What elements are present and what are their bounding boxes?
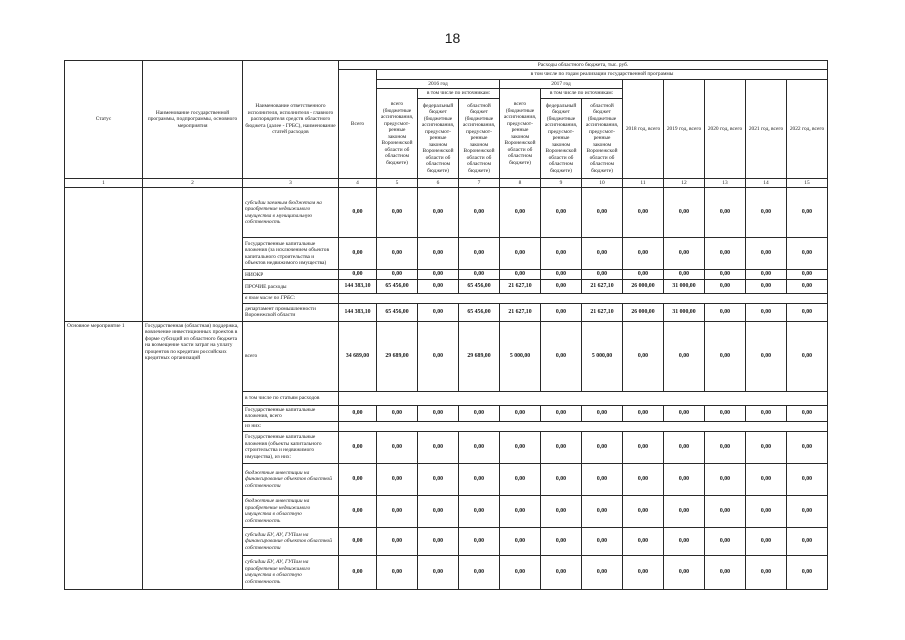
value-cell: 34 689,00 [339, 321, 377, 391]
value-cell: 0,00 [541, 405, 582, 421]
value-cell: 31 000,00 [664, 303, 705, 321]
value-cell: 0,00 [459, 555, 500, 589]
value-cell: 0,00 [500, 270, 541, 280]
value-cell: 0,00 [541, 431, 582, 463]
header-year-2022: 2022 год, всего [787, 79, 828, 178]
value-cell: 0,00 [500, 495, 541, 527]
col-number: 14 [746, 178, 787, 187]
col-number: 15 [787, 178, 828, 187]
value-cell: 0,00 [623, 495, 664, 527]
value-cell: 0,00 [705, 527, 746, 555]
value-cell: 31 000,00 [664, 280, 705, 294]
value-cell: 0,00 [418, 321, 459, 391]
value-cell: 0,00 [623, 270, 664, 280]
value-cell: 0,00 [746, 303, 787, 321]
value-cell: 0,00 [541, 555, 582, 589]
value-cell: 0,00 [705, 431, 746, 463]
value-cell: 0,00 [664, 527, 705, 555]
value-cell: 0,00 [787, 431, 828, 463]
page-number: 18 [444, 30, 461, 46]
value-cell: 0,00 [664, 238, 705, 270]
value-cell: 0,00 [500, 238, 541, 270]
row-label: субсидии БУ, АУ, ГУПам на приобретение недвижимого имущества в областную собственность [243, 555, 339, 589]
value-cell: 0,00 [418, 431, 459, 463]
row-label: в том числе по статьям расходов [243, 391, 339, 405]
value-cell: 0,00 [705, 321, 746, 391]
value-cell: 0,00 [746, 527, 787, 555]
value-cell: 0,00 [377, 555, 418, 589]
budget-table [64, 60, 828, 590]
value-cell: 0,00 [623, 527, 664, 555]
value-cell: 0,00 [500, 555, 541, 589]
value-cell: 21 627,10 [500, 303, 541, 321]
value-cell: 0,00 [705, 303, 746, 321]
value-cell: 144 383,10 [339, 280, 377, 294]
value-cell: 0,00 [500, 405, 541, 421]
value-cell: 0,00 [623, 555, 664, 589]
row-label: из них: [243, 421, 339, 431]
measure-status: Основное мероприятие 1 [65, 321, 143, 589]
value-cell: 0,00 [339, 405, 377, 421]
status-cell-empty [65, 188, 143, 321]
value-cell: 0,00 [541, 495, 582, 527]
col-number: 3 [243, 178, 339, 187]
header-2017-regional: областной бюджет (бюджетные ассигнования, предусмот-ренные законом Воронежской области об областном бюджете) [582, 98, 623, 178]
value-cell: 0,00 [377, 495, 418, 527]
value-cell: 0,00 [339, 555, 377, 589]
value-cell: 0,00 [459, 238, 500, 270]
value-cell: 21 627,10 [582, 303, 623, 321]
value-cell: 65 456,00 [377, 303, 418, 321]
col-number: 2 [143, 178, 243, 187]
value-cell: 0,00 [705, 405, 746, 421]
value-cell: 0,00 [459, 527, 500, 555]
value-cell: 0,00 [787, 555, 828, 589]
value-cell: 0,00 [582, 238, 623, 270]
value-cell: 0,00 [664, 555, 705, 589]
value-cell: 0,00 [377, 270, 418, 280]
header-2017-including: в том числе по источникам: [541, 89, 623, 98]
value-cell: 0,00 [705, 238, 746, 270]
value-cell: 0,00 [746, 280, 787, 294]
value-cell: 0,00 [705, 555, 746, 589]
value-cell: 0,00 [664, 270, 705, 280]
value-cell: 0,00 [705, 188, 746, 238]
value-cell: 0,00 [787, 188, 828, 238]
value-cell: 0,00 [418, 405, 459, 421]
value-cell: 0,00 [459, 495, 500, 527]
value-cell: 0,00 [377, 527, 418, 555]
value-cell: 0,00 [418, 188, 459, 238]
value-cell: 0,00 [541, 463, 582, 495]
value-cell: 65 456,00 [377, 280, 418, 294]
row-label: Государственные капитальные вложения (за исключением объектов капитального строительства и объектов недвижимого имущества) [243, 238, 339, 270]
value-cell: 26 000,00 [623, 303, 664, 321]
header-responsible: Наименование ответственного исполнителя, исполнителя - главного распорядителя средств областного бюджета (далее - ГРБС), наименование статей расходов [243, 61, 339, 179]
value-cell: 0,00 [664, 321, 705, 391]
empty-values [339, 294, 828, 303]
value-cell: 0,00 [623, 188, 664, 238]
empty-values [339, 421, 828, 431]
value-cell: 21 627,10 [500, 280, 541, 294]
value-cell: 0,00 [787, 527, 828, 555]
value-cell: 0,00 [418, 238, 459, 270]
row-label: бюджетные инвестиции на финансирование объектов областной собственности [243, 463, 339, 495]
value-cell: 0,00 [459, 431, 500, 463]
header-2016-federal: федеральный бюджет (бюджетные ассигнования, предусмот-ренные законом Воронежской области об областном бюджете) [418, 98, 459, 178]
value-cell: 0,00 [418, 555, 459, 589]
value-cell: 0,00 [582, 463, 623, 495]
value-cell: 0,00 [339, 495, 377, 527]
value-cell: 0,00 [582, 188, 623, 238]
value-cell: 0,00 [582, 270, 623, 280]
value-cell: 0,00 [623, 238, 664, 270]
row-label: НИОКР [243, 270, 339, 280]
value-cell: 0,00 [705, 495, 746, 527]
value-cell: 0,00 [500, 188, 541, 238]
header-status: Статус [65, 61, 143, 179]
value-cell: 0,00 [339, 270, 377, 280]
value-cell: 0,00 [541, 527, 582, 555]
row-label: субсидии заемным бюджетам на приобретение недвижимого имущества в муниципальную собственность [243, 188, 339, 238]
header-2016-including: в том числе по источникам: [418, 89, 500, 98]
header-2016-regional: областной бюджет (бюджетные ассигнования, предусмот-ренные законом Воронежской области об областном бюджете) [459, 98, 500, 178]
value-cell: 0,00 [459, 188, 500, 238]
value-cell: 0,00 [746, 188, 787, 238]
value-cell: 0,00 [746, 431, 787, 463]
value-cell: 0,00 [705, 463, 746, 495]
value-cell: 65 456,00 [459, 280, 500, 294]
value-cell: 0,00 [459, 405, 500, 421]
value-cell: 0,00 [787, 495, 828, 527]
col-number: 9 [541, 178, 582, 187]
empty-values [339, 391, 828, 405]
value-cell: 0,00 [377, 238, 418, 270]
value-cell: 0,00 [377, 463, 418, 495]
header-2017-vsego: всего (бюджетные ассигнования, предусмот-ренные законом Воронежской области об областном бюджете) [500, 89, 541, 178]
value-cell: 0,00 [623, 431, 664, 463]
value-cell: 29 689,00 [459, 321, 500, 391]
value-cell: 0,00 [705, 280, 746, 294]
header-year-2020: 2020 год, всего [705, 79, 746, 178]
value-cell: 0,00 [623, 321, 664, 391]
value-cell: 0,00 [623, 463, 664, 495]
value-cell: 0,00 [582, 431, 623, 463]
value-cell: 0,00 [339, 527, 377, 555]
row-label: Государственные капитальные вложения, всего [243, 405, 339, 421]
value-cell: 0,00 [377, 188, 418, 238]
value-cell: 0,00 [459, 270, 500, 280]
header-total: Всего [339, 70, 377, 178]
value-cell: 0,00 [664, 463, 705, 495]
value-cell: 0,00 [787, 303, 828, 321]
value-cell: 0,00 [664, 495, 705, 527]
value-cell: 0,00 [623, 405, 664, 421]
value-cell: 0,00 [746, 463, 787, 495]
value-cell: 0,00 [541, 303, 582, 321]
header-year-2021: 2021 год, всего [746, 79, 787, 178]
header-year-2018: 2018 год, всего [623, 79, 664, 178]
value-cell: 0,00 [705, 270, 746, 280]
value-cell: 0,00 [418, 527, 459, 555]
value-cell: 0,00 [787, 270, 828, 280]
header-2017-federal: федеральный бюджет (бюджетные ассигнования, предусмот-ренные законом Воронежской области об областном бюджете) [541, 98, 582, 178]
value-cell: 0,00 [582, 527, 623, 555]
value-cell: 29 689,00 [377, 321, 418, 391]
value-cell: 0,00 [418, 495, 459, 527]
col-number: 12 [664, 178, 705, 187]
value-cell: 0,00 [582, 495, 623, 527]
value-cell: 0,00 [746, 321, 787, 391]
value-cell: 0,00 [582, 555, 623, 589]
row-label: департамент промышленности Воронежской области [243, 303, 339, 321]
value-cell: 0,00 [541, 321, 582, 391]
program-cell-empty [143, 188, 243, 321]
value-cell: 0,00 [418, 463, 459, 495]
value-cell: 5 000,00 [582, 321, 623, 391]
value-cell: 0,00 [339, 238, 377, 270]
value-cell: 0,00 [746, 270, 787, 280]
value-cell: 0,00 [787, 463, 828, 495]
value-cell: 0,00 [746, 238, 787, 270]
value-cell: 0,00 [339, 463, 377, 495]
value-cell: 0,00 [582, 405, 623, 421]
value-cell: 0,00 [418, 303, 459, 321]
row-label: субсидии БУ, АУ, ГУПам на финансирование объектов областной собственности [243, 527, 339, 555]
value-cell: 0,00 [377, 431, 418, 463]
row-label: в том числе по ГРБС: [243, 294, 339, 303]
header-by-year-title: в том числе по годам реализации государственной программы [377, 70, 828, 79]
value-cell: 0,00 [787, 238, 828, 270]
col-number: 4 [339, 178, 377, 187]
measure-name: Государственная (областная) поддержка, вовлечение инвестиционных проектов в форме субсидий из областного бюджета на возмещение части затрат на уплату процентов по кредитам российских кредитных организаций [143, 321, 243, 589]
value-cell: 0,00 [746, 555, 787, 589]
col-number: 13 [705, 178, 746, 187]
col-number: 1 [65, 178, 143, 187]
value-cell: 21 627,10 [582, 280, 623, 294]
value-cell: 0,00 [541, 238, 582, 270]
value-cell: 0,00 [664, 431, 705, 463]
row-label: бюджетные инвестиции на приобретение недвижимого имущества в областную собственность [243, 495, 339, 527]
col-number: 11 [623, 178, 664, 187]
header-year-2016: 2016 год [377, 79, 500, 88]
value-cell: 0,00 [459, 463, 500, 495]
value-cell: 0,00 [418, 270, 459, 280]
value-cell: 0,00 [746, 495, 787, 527]
value-cell: 0,00 [664, 405, 705, 421]
value-cell: 0,00 [500, 527, 541, 555]
value-cell: 0,00 [377, 405, 418, 421]
value-cell: 0,00 [339, 188, 377, 238]
value-cell: 0,00 [787, 280, 828, 294]
value-cell: 5 000,00 [500, 321, 541, 391]
header-year-2019: 2019 год, всего [664, 79, 705, 178]
header-expenses-title: Расходы областного бюджета, тыс. руб. [339, 61, 828, 70]
value-cell: 0,00 [664, 188, 705, 238]
value-cell: 0,00 [746, 405, 787, 421]
col-number: 7 [459, 178, 500, 187]
value-cell: 26 000,00 [623, 280, 664, 294]
header-year-2017: 2017 год [500, 79, 623, 88]
col-number: 10 [582, 178, 623, 187]
value-cell: 0,00 [541, 280, 582, 294]
value-cell: 144 383,10 [339, 303, 377, 321]
value-cell: 0,00 [418, 280, 459, 294]
header-program-name: Наименование государственной программы, подпрограммы, основного мероприятия [143, 61, 243, 179]
row-label: ПРОЧИЕ расходы [243, 280, 339, 294]
col-number: 5 [377, 178, 418, 187]
row-label: всего [243, 321, 339, 391]
value-cell: 0,00 [541, 270, 582, 280]
value-cell: 0,00 [787, 405, 828, 421]
value-cell: 0,00 [541, 188, 582, 238]
value-cell: 0,00 [500, 431, 541, 463]
value-cell: 0,00 [500, 463, 541, 495]
row-label: Государственные капитальные вложения (объекты капитального строительства и недвижимого имущества), из них: [243, 431, 339, 463]
header-2016-vsego: всего (бюджетные ассигнования, предусмот-ренные законом Воронежской области об областном бюджете) [377, 89, 418, 178]
col-number: 6 [418, 178, 459, 187]
value-cell: 65 456,00 [459, 303, 500, 321]
value-cell: 0,00 [787, 321, 828, 391]
col-number: 8 [500, 178, 541, 187]
value-cell: 0,00 [339, 431, 377, 463]
